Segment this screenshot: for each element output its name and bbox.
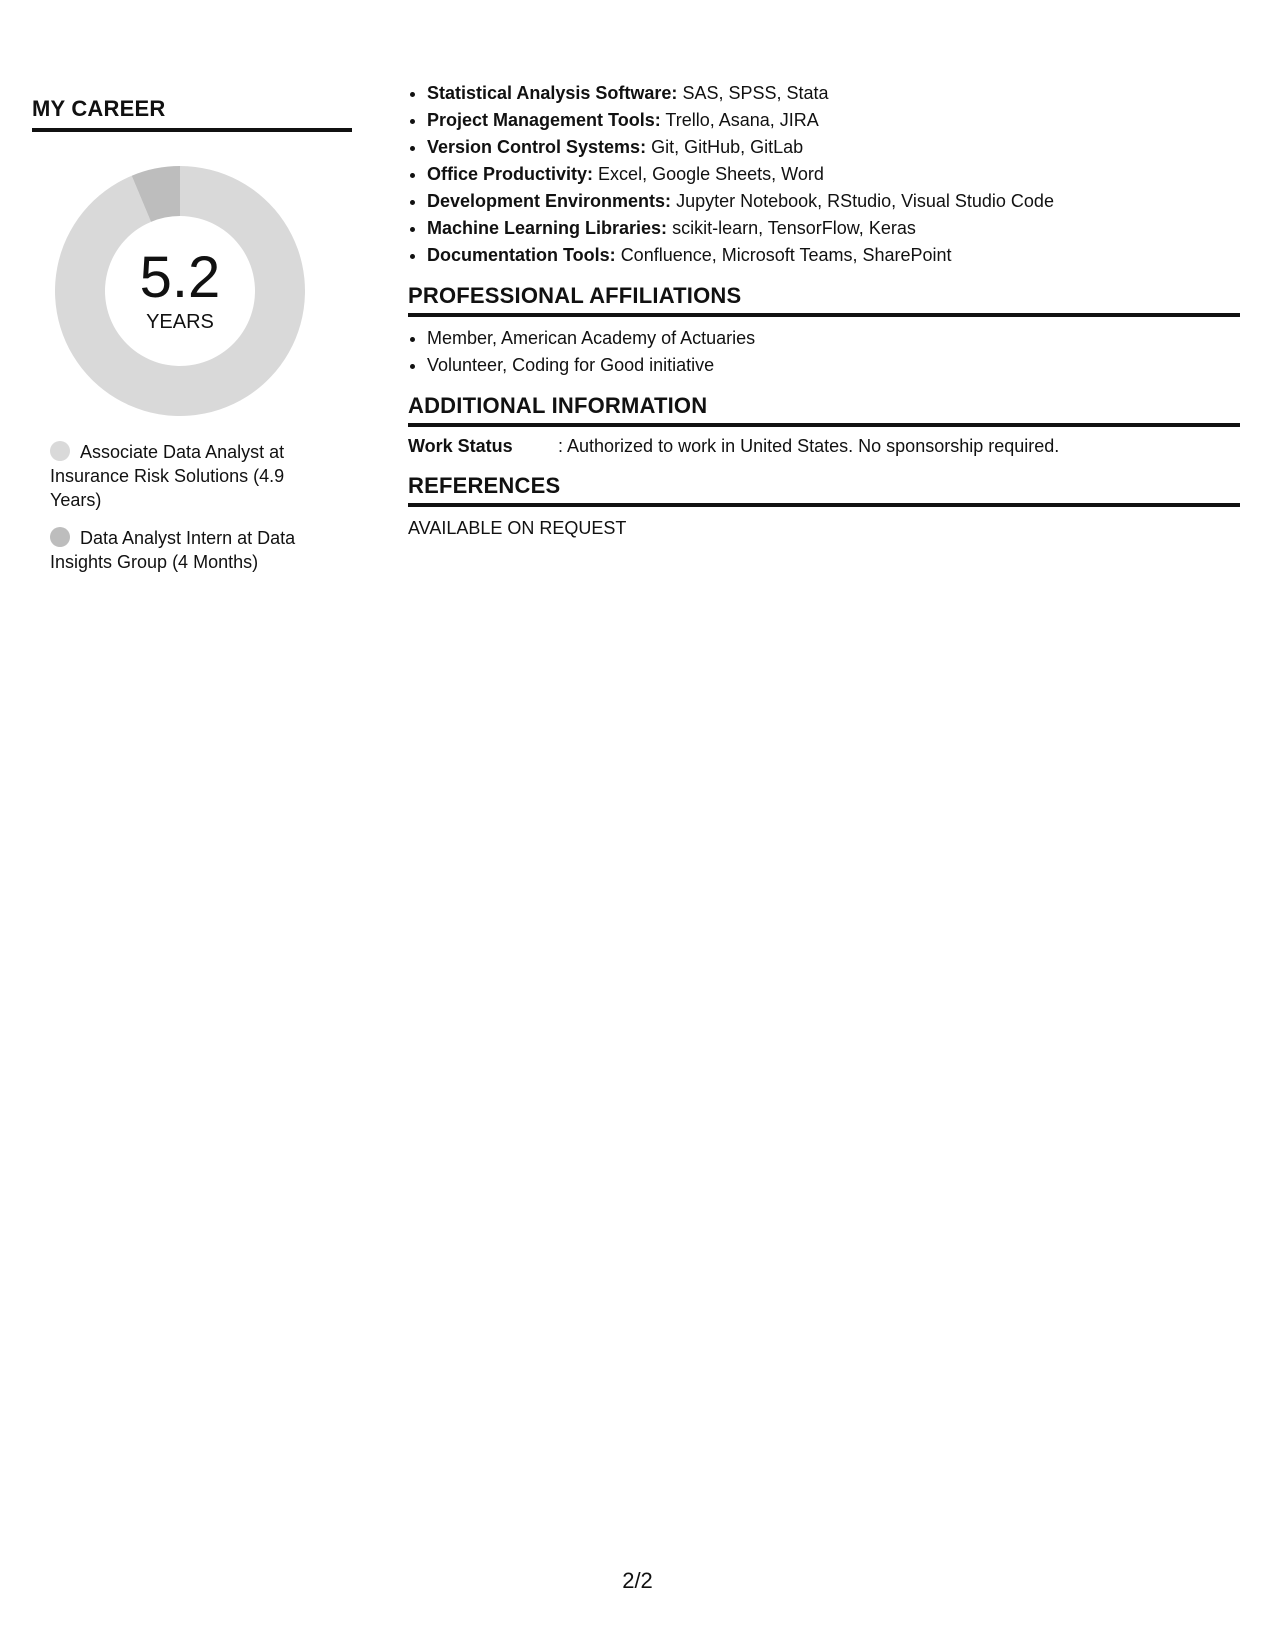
career-donut-chart bbox=[55, 166, 305, 416]
legend-item-intern bbox=[50, 526, 320, 574]
skill-item bbox=[427, 161, 1240, 188]
affiliation-item: • Member, American Academy of Actuaries bbox=[427, 325, 1240, 352]
skill-item bbox=[427, 188, 1240, 215]
skill-label: Project Management Tools: bbox=[427, 110, 661, 130]
skill-value: scikit-learn, TensorFlow, Keras bbox=[672, 218, 916, 238]
legend-label: Associate Data Analyst at Insurance Risk Solutions (4.9 Years) bbox=[50, 442, 285, 510]
donut-center bbox=[55, 166, 305, 416]
skill-value: Confluence, Microsoft Teams, SharePoint bbox=[620, 245, 952, 265]
skill-item bbox=[427, 134, 1240, 161]
skill-label: Statistical Analysis Software: bbox=[427, 83, 678, 103]
skill-label: Version Control Systems: bbox=[427, 137, 647, 157]
affiliations-list bbox=[408, 325, 1240, 379]
skill-label: Office Productivity: bbox=[427, 164, 594, 184]
skill-item bbox=[427, 215, 1240, 242]
legend-item-associate bbox=[50, 440, 320, 512]
affiliations-heading: PROFESSIONAL AFFILIATIONS bbox=[408, 283, 1240, 317]
work-status-row bbox=[408, 433, 1240, 459]
career-heading: MY CAREER bbox=[32, 96, 352, 132]
work-status-value: : Authorized to work in United States. No sponsorship required. bbox=[558, 436, 1060, 456]
main-column bbox=[408, 80, 1240, 541]
references-heading: REFERENCES bbox=[408, 473, 1240, 507]
additional-info-heading: ADDITIONAL INFORMATION bbox=[408, 393, 1240, 427]
legend-swatch-icon bbox=[50, 441, 70, 461]
affiliation-item: • Volunteer, Coding for Good initiative bbox=[427, 352, 1240, 379]
skill-item bbox=[427, 242, 1240, 269]
page-number: 2/2 bbox=[622, 1568, 653, 1593]
skill-value: Jupyter Notebook, RStudio, Visual Studio Code bbox=[676, 191, 1054, 211]
career-total-value: 5.2 bbox=[139, 244, 221, 310]
skill-label: Machine Learning Libraries: bbox=[427, 218, 668, 238]
work-status-label: Work Status bbox=[408, 436, 513, 456]
skill-label: Documentation Tools: bbox=[427, 245, 616, 265]
references-text: AVAILABLE ON REQUEST bbox=[408, 518, 627, 538]
skill-item bbox=[427, 107, 1240, 134]
career-total-unit: YEARS bbox=[146, 310, 214, 333]
skills-list bbox=[408, 80, 1240, 269]
skill-value: Excel, Google Sheets, Word bbox=[598, 164, 824, 184]
skill-label: Development Environments: bbox=[427, 191, 672, 211]
career-column bbox=[32, 96, 352, 588]
career-legend bbox=[50, 440, 320, 574]
skill-value: Git, GitHub, GitLab bbox=[651, 137, 804, 157]
skill-value: SAS, SPSS, Stata bbox=[682, 83, 829, 103]
legend-swatch-icon bbox=[50, 527, 70, 547]
skill-item bbox=[427, 80, 1240, 107]
legend-label: Data Analyst Intern at Data Insights Group (4 Months) bbox=[50, 528, 296, 572]
skill-value: Trello, Asana, JIRA bbox=[665, 110, 819, 130]
